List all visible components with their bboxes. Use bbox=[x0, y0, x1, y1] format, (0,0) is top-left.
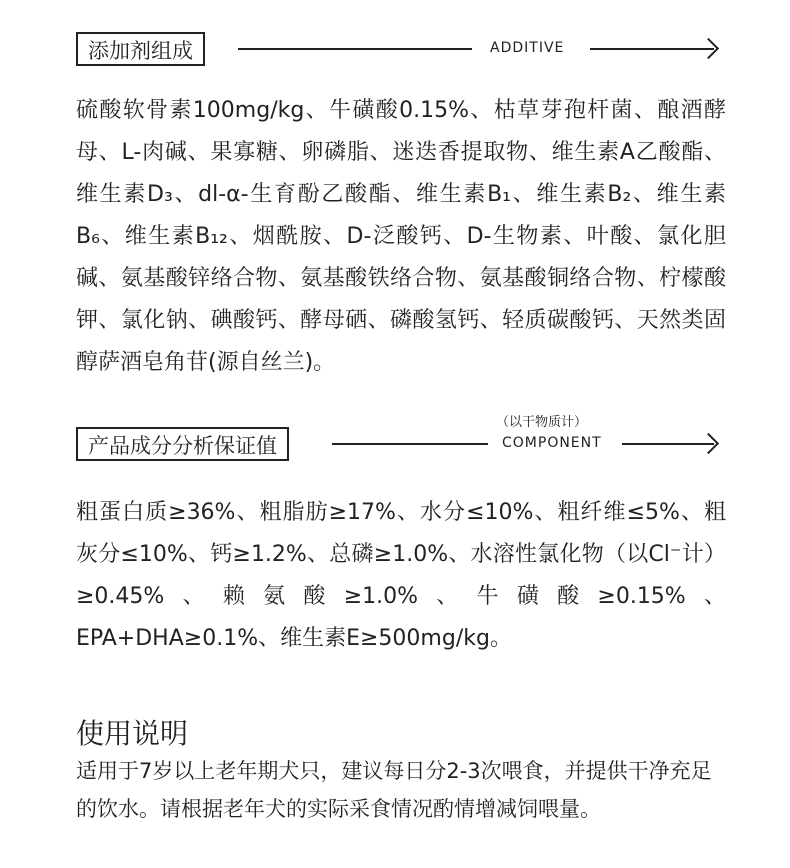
additive-text: 硫酸软骨素100mg/kg、牛磺酸0.15%、枯草芽孢杆菌、酿酒酵母、L-肉碱、果寡糖、卵磷脂、迷迭香提取物、维生素A乙酸酯、维生素D₃、dl-α-生育酚乙酸酯、维生素B₁、维生素B₂、维生素B₆、维生素B₁₂、烟酰胺、D-泛酸钙、D-生物素、叶酸、氯化胆碱、氨基酸锌络合物、氨基酸铁络合物、氨基酸铜络合物、柠檬酸钾、氯化钠、碘酸钙、酵母硒、磷酸氢钙、轻质碳酸钙、天然类固醇萨酒皂角苷(源自丝兰)。 bbox=[76, 98, 726, 375]
component-section-title: 产品成分分析保证值 bbox=[76, 427, 289, 461]
component-en-label: COMPONENT bbox=[502, 435, 602, 451]
additive-section-title: 添加剂组成 bbox=[76, 32, 205, 66]
additive-en-label: ADDITIVE bbox=[490, 40, 565, 56]
component-rule-left bbox=[332, 443, 488, 445]
additive-rule-right bbox=[590, 48, 714, 50]
component-text: 粗蛋白质≥36%、粗脂肪≥17%、水分≤10%、粗纤维≤5%、粗灰分≤10%、钙≥1.2%、总磷≥1.0%、水溶性氯化物（以Cl⁻计）≥0.45%、赖氨酸≥1.0%、牛磺酸≥0.15%、EPA+DHA≥0.1%、维生素E≥500mg/kg。 bbox=[76, 500, 726, 651]
additive-arrow-icon bbox=[698, 38, 719, 59]
usage-section-title: 使用说明 bbox=[76, 717, 189, 750]
usage-text: 适用于7岁以上老年期犬只，建议每日分2-3次喂食，并提供干净充足的饮水。请根据老年犬的实际采食情况酌情增减饲喂量。 bbox=[76, 759, 712, 821]
component-arrow-icon bbox=[698, 433, 719, 454]
additive-rule-left bbox=[238, 48, 472, 50]
component-sub-label: （以干物质计） bbox=[496, 415, 588, 430]
